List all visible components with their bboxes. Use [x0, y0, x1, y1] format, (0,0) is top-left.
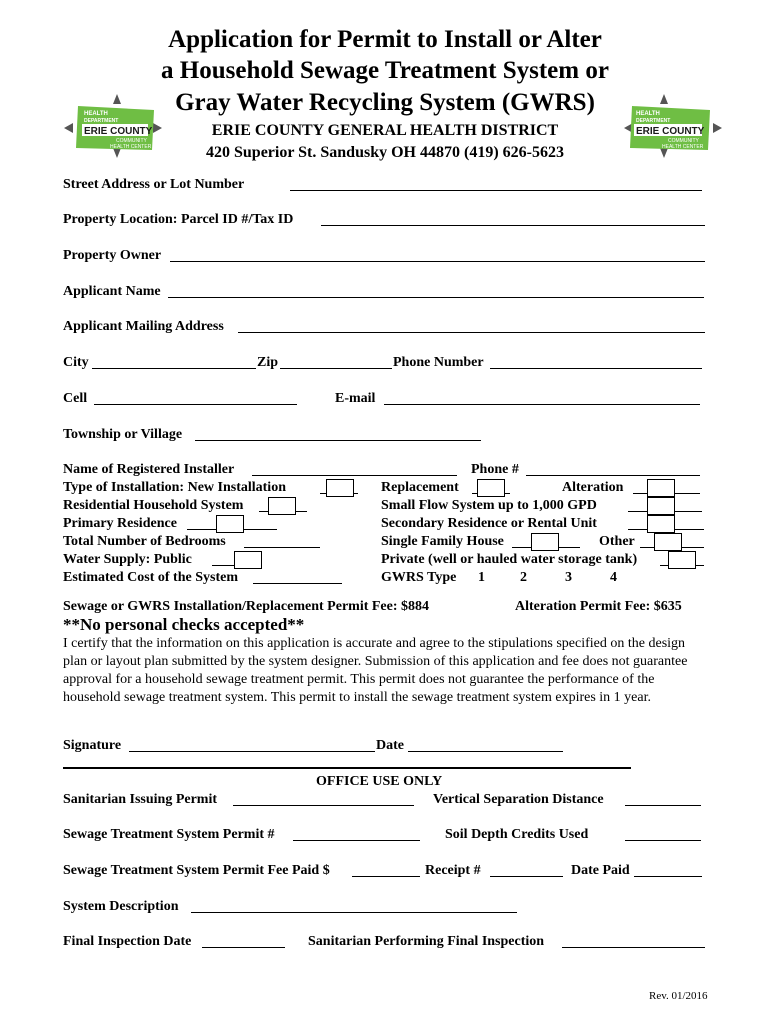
date-paid-input[interactable]: [634, 876, 702, 877]
street-label: Street Address or Lot Number: [63, 177, 245, 192]
final-date-label: Final Inspection Date: [63, 934, 192, 949]
cell-input[interactable]: [94, 404, 297, 405]
receipt-input[interactable]: [490, 876, 563, 877]
email-input[interactable]: [384, 404, 700, 405]
parcel-input[interactable]: [321, 225, 705, 226]
logo-line2: DEPARTMENT: [636, 118, 671, 124]
water-public-checkbox[interactable]: [234, 551, 262, 569]
gwrs-type-label: GWRS Type: [381, 570, 457, 585]
vertical-input[interactable]: [625, 805, 701, 806]
zip-input[interactable]: [280, 368, 392, 369]
alteration-checkbox[interactable]: [647, 479, 675, 497]
primary-checkbox[interactable]: [216, 515, 244, 533]
gwrs-option-1[interactable]: 1: [478, 570, 485, 585]
water-private-label: Private (well or hauled water storage tank): [381, 552, 638, 567]
install-fee: Sewage or GWRS Installation/Replacement Permit Fee: $884: [63, 599, 430, 614]
vertical-label: Vertical Separation Distance: [433, 792, 604, 807]
city-input[interactable]: [92, 368, 256, 369]
other-label: Other: [599, 534, 635, 549]
logo-line4: COMMUNITY: [668, 138, 699, 144]
installer-phone-label: Phone #: [471, 462, 519, 477]
cost-input[interactable]: [253, 583, 342, 584]
permit-no-label: Sewage Treatment System Permit #: [63, 827, 275, 842]
applicant-input[interactable]: [168, 297, 704, 298]
final-sanitarian-input[interactable]: [562, 947, 705, 948]
date-label: Date: [376, 738, 404, 753]
agency-address: 420 Superior St. Sandusky OH 44870 (419) 626-5623: [206, 144, 564, 161]
gwrs-option-3[interactable]: 3: [565, 570, 572, 585]
street-input[interactable]: [290, 190, 702, 191]
logo-name: ERIE COUNTY: [84, 126, 153, 137]
cost-label: Estimated Cost of the System: [63, 570, 238, 585]
final-date-input[interactable]: [202, 947, 285, 948]
soil-input[interactable]: [625, 840, 701, 841]
soil-label: Soil Depth Credits Used: [445, 827, 589, 842]
phone-label: Phone Number: [393, 355, 484, 370]
phone-input[interactable]: [490, 368, 702, 369]
residential-checkbox[interactable]: [268, 497, 296, 515]
secondary-checkbox[interactable]: [647, 515, 675, 533]
office-divider: [63, 767, 631, 769]
mailing-input[interactable]: [238, 332, 705, 333]
agency-name: ERIE COUNTY GENERAL HEALTH DISTRICT: [211, 122, 559, 139]
single-family-checkbox[interactable]: [531, 533, 559, 551]
title-line-3: Gray Water Recycling System (GWRS): [175, 89, 595, 116]
bedrooms-label: Total Number of Bedrooms: [63, 534, 226, 549]
installer-input[interactable]: [252, 475, 457, 476]
installer-label: Name of Registered Installer: [63, 462, 235, 477]
township-label: Township or Village: [63, 427, 183, 442]
certification-text: I certify that the information on this application is accurate and agree to the stipulations specified on the design plan or layout plan submitted by the system designer. Submission of this application and fee does not guarantee approval for a household sewage treatment permit. This permit does not guarantee the performance of the household sewage treatment system. This permit to install the sewage treatment system expires in 1 year.: [63, 636, 688, 705]
logo-line5: HEALTH CENTER: [110, 144, 152, 150]
logo-name: ERIE COUNTY: [636, 126, 705, 137]
replacement-checkbox[interactable]: [477, 479, 505, 497]
water-private-checkbox[interactable]: [668, 551, 696, 569]
description-label: System Description: [63, 899, 179, 914]
logo-line2: DEPARTMENT: [84, 118, 119, 124]
new-installation-checkbox[interactable]: [326, 479, 354, 497]
sanitarian-input[interactable]: [233, 805, 414, 806]
cell-label: Cell: [63, 391, 88, 406]
type-label: Type of Installation: New Installation: [63, 480, 286, 495]
primary-label: Primary Residence: [63, 516, 177, 531]
replacement-label: Replacement: [381, 480, 459, 495]
description-input[interactable]: [191, 912, 517, 913]
water-public-label: Water Supply: Public: [63, 552, 192, 567]
applicant-label: Applicant Name: [63, 284, 161, 299]
signature-label: Signature: [63, 738, 122, 753]
permit-no-input[interactable]: [293, 840, 420, 841]
receipt-label: Receipt #: [425, 863, 481, 878]
date-paid-label: Date Paid: [571, 863, 630, 878]
small-flow-checkbox[interactable]: [647, 497, 675, 515]
logo-line1: HEALTH: [636, 111, 660, 117]
small-flow-label: Small Flow System up to 1,000 GPD: [381, 498, 597, 513]
signature-input[interactable]: [129, 751, 375, 752]
owner-label: Property Owner: [63, 248, 162, 263]
email-label: E-mail: [335, 391, 376, 406]
bedrooms-input[interactable]: [244, 547, 320, 548]
township-input[interactable]: [195, 440, 481, 441]
sanitarian-label: Sanitarian Issuing Permit: [63, 792, 218, 807]
revision-date: Rev. 01/2016: [649, 990, 708, 1002]
date-input[interactable]: [408, 751, 563, 752]
no-checks-notice: **No personal checks accepted**: [63, 615, 305, 634]
alteration-label: Alteration: [562, 480, 624, 495]
residential-label: Residential Household System: [63, 498, 244, 513]
city-label: City: [63, 355, 89, 370]
secondary-label: Secondary Residence or Rental Unit: [381, 516, 597, 531]
installer-phone-input[interactable]: [526, 475, 700, 476]
mailing-label: Applicant Mailing Address: [63, 319, 224, 334]
title-line-2: a Household Sewage Treatment System or: [161, 57, 609, 84]
owner-input[interactable]: [170, 261, 705, 262]
alteration-fee: Alteration Permit Fee: $635: [515, 599, 682, 614]
logo-line1: HEALTH: [84, 111, 108, 117]
office-heading: OFFICE USE ONLY: [316, 774, 443, 789]
final-sanitarian-label: Sanitarian Performing Final Inspection: [308, 934, 545, 949]
gwrs-option-2[interactable]: 2: [520, 570, 527, 585]
title-line-1: Application for Permit to Install or Alter: [168, 26, 602, 53]
fee-paid-input[interactable]: [352, 876, 420, 877]
zip-label: Zip: [257, 355, 279, 370]
logo-line4: COMMUNITY: [116, 138, 147, 144]
single-family-label: Single Family House: [381, 534, 504, 549]
logo-line5: HEALTH CENTER: [662, 144, 704, 150]
parcel-label: Property Location: Parcel ID #/Tax ID: [63, 212, 294, 227]
other-checkbox[interactable]: [654, 533, 682, 551]
gwrs-option-4[interactable]: 4: [610, 570, 617, 585]
fee-paid-label: Sewage Treatment System Permit Fee Paid $: [63, 863, 330, 878]
